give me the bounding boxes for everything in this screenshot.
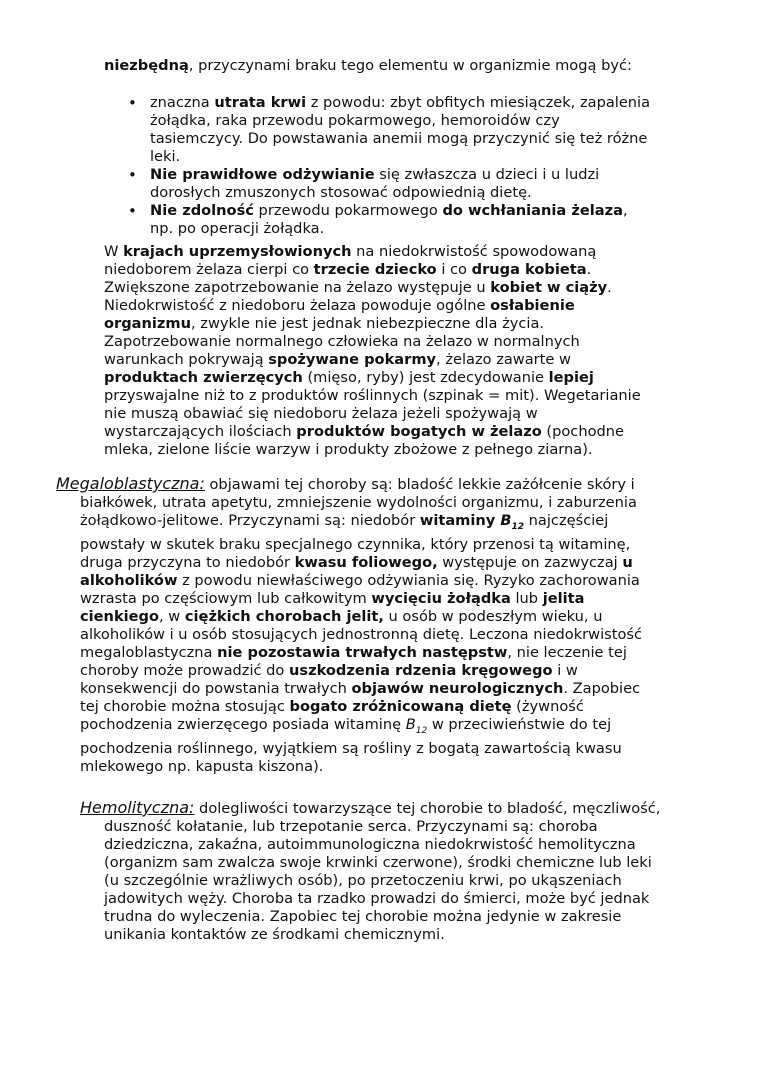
iron-paragraph: W krajach uprzemysłowionych na niedokrwistość spowodowaną niedoborem żelaza cierpi co trzecie dziecko i co druga kobieta. Zwiększone zapotrzebowanie na żelazo występuje u kobiet w ciąży. Niedokrwistość z niedoboru żelaza powoduje ogólne osłabienie organizmu, zwykle nie jest jednak niebezpieczne dla życia. Zapotrzebowanie normalnego człowieka na żelazo w normalnych warunkach pokrywają spożywane pokarmy, żelazo zawarte w produktach zwierzęcych (mięso, ryby) jest zdecydowanie lepiej przyswajalne niż to z produktów roślinnych (szpinak = mit). Wegetarianie nie muszą obawiać się niedoboru żelaza jeżeli spożywają w wystarczających ilościach produktów bogatych w żelazo (pochodne mleka, zielone liście warzyw i produkty zbożowe z pełnego ziarna). [104,243,641,458]
causes-list [150,94,655,238]
intro-paragraph [104,57,639,75]
list-item: • znaczna utrata krwi z powodu: zbyt obfitych miesiączek, zapalenia żołądka, raka przewodu pokarmowego, hemoroidów czy tasiemczycy. Do powstawania anemii mogą przyczynić się też różne leki. [150,94,655,166]
list-item: • Nie zdolność przewodu pokarmowego do wchłaniania żelaza, np. po operacji żołądka. [150,202,655,238]
list-item: • Nie prawidłowe odżywianie się zwłaszcza u dzieci i u ludzi dorosłych zmuszonych stosować odpowiednią dietę. [150,166,655,202]
megaloblastic-heading: Megaloblastyczna: [56,474,205,493]
intro-bold: niezbędną [104,57,189,74]
intro-text: , przyczynami braku tego elementu w organizmie mogą być: [188,57,632,74]
hemolytic-section: Hemolityczna: dolegliwości towarzyszące tej chorobie to bladość, męczliwość, duszność kołatanie, lub trzepotanie serca. Przyczynami są: choroba dziedziczna, zakaźna, autoimmunologiczna niedokrwistość hemolityczna (organizm sam zwalcza swoje krwinki czerwone), środki chemiczne lub leki (u szczególnie wrażliwych osób), po przetoczeniu krwi, po ukąszeniach jadowitych węży. Choroba ta rzadko prowadzi do śmierci, może być jednak trudna do wyleczenia. Zapobiec tej chorobie można jedynie w zakresie unikania kontaktów ze środkami chemicznymi. [80,798,661,943]
hemolytic-heading: Hemolityczna: [80,798,195,817]
megaloblastic-section: Megaloblastyczna: objawami tej choroby są: bladość lekkie zażółcenie skóry i białkówek, utrata apetytu, zmniejszenie wydolności organizmu, i zaburzenia żołądkowo-jelitowe. Przyczynami są: niedobór witaminy $B_{12}$ najczęściej powstały w skutek braku specjalnego czynnika, który przenosi tą witaminę, druga przyczyna to niedobór kwasu foliowego, występuje on zazwyczaj u alkoholików z powodu niewłaściwego odżywiania się. Ryzyko zachorowania wzrasta po częściowym lub całkowitym wycięciu żołądka lub jelita cienkiego, w ciężkich chorobach jelit, u osób w podeszłym wieku, u alkoholików i u osób stosujących jednostronną dietę. Leczona niedokrwistość megaloblastyczna nie pozostawia trwałych następstw, nie leczenie tej choroby może prowadzić do uszkodzenia rdzenia kręgowego i w konsekwencji do powstania trwałych objawów neurologicznych. Zapobiec tej chorobie można stosując bogato zróżnicowaną dietę (żywność pochodzenia zwierzęcego posiada witaminę $B_{12}$ w przeciwieństwie do tej pochodzenia roślinnego, wyjątkiem są rośliny z bogatą zawartością kwasu mlekowego np. kapusta kiszona). [56,474,643,775]
